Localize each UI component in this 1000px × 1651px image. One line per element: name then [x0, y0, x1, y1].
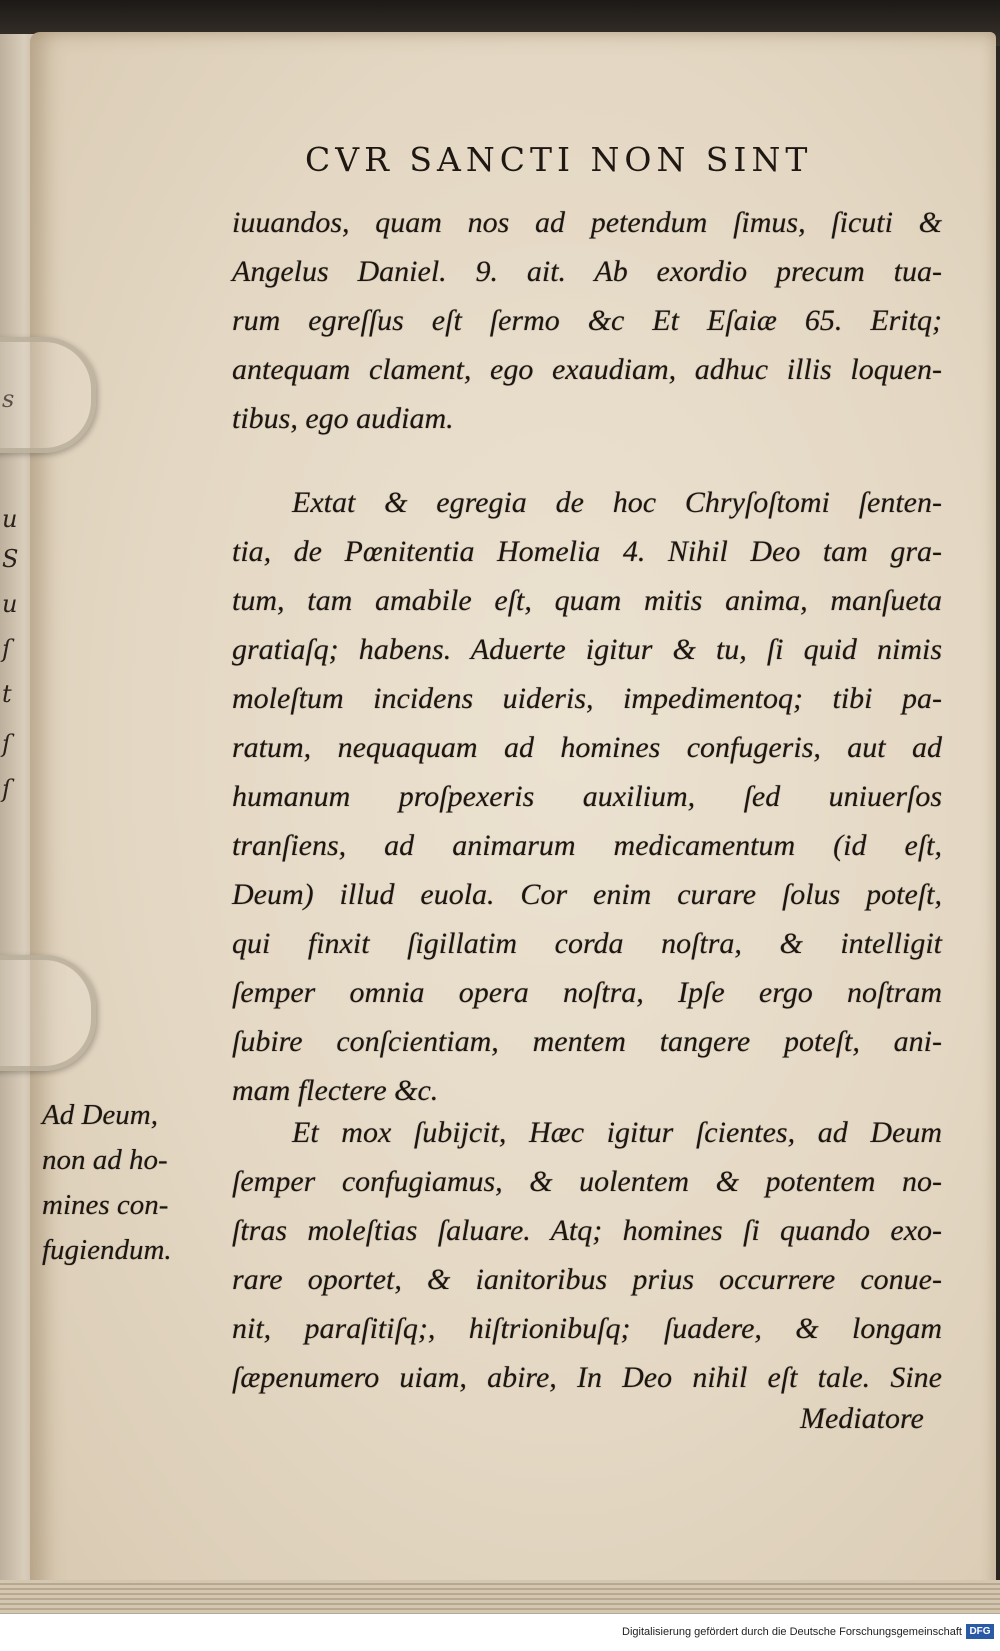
text-line: Extat & egregia de hoc Chryſoſtomi ſenten-: [292, 486, 942, 519]
text-line: ſubire conſcientiam, mentem tangere poteſt, ani-: [232, 1025, 942, 1058]
facing-page-fragment: ſ: [2, 775, 11, 803]
text-line: ſemper omnia opera noſtra, Ipſe ergo noſtram: [232, 976, 942, 1009]
text-line: antequam clament, ego exaudiam, adhuc illis loquen-: [232, 353, 942, 386]
text-line: ratum, nequaquam ad homines confugeris, aut ad: [232, 731, 942, 764]
text-line: moleſtum incidens uideris, impedimentoq; tibi pa-: [232, 682, 942, 715]
digitization-credit: Digitalisierung gefördert durch die Deutsche Forschungsgemeinschaft: [622, 1626, 962, 1638]
page-clip-upper: [0, 337, 96, 453]
text-line: ſtras moleſtias ſaluare. Atq; homines ſi quando exo-: [232, 1214, 942, 1247]
catchword: Mediatore: [800, 1402, 924, 1435]
margin-note-line: Ad Deum,: [42, 1099, 158, 1131]
facing-page-fragment: s: [2, 385, 15, 413]
running-head: CVR SANCTI NON SINT: [305, 140, 813, 179]
text-line: ſemper confugiamus, & uolentem & potentem no-: [232, 1165, 942, 1198]
text-line: tibus, ego audiam.: [232, 402, 454, 435]
text-line: mam flectere &c.: [232, 1074, 439, 1107]
margin-note-line: mines con-: [42, 1189, 169, 1221]
text-line: nit, paraſitiſq;, hiſtrionibuſq; ſuadere, & longam: [232, 1312, 942, 1345]
text-line: iuuandos, quam nos ad petendum ſimus, ſicuti &: [232, 206, 942, 239]
facing-page-fragment: ſ: [2, 730, 11, 758]
text-line: tum, tam amabile eſt, quam mitis anima, manſueta: [232, 584, 942, 617]
paragraph-1: [232, 198, 942, 443]
paragraph-2: [232, 478, 942, 1115]
text-line: tia, de Pœnitentia Homelia 4. Nihil Deo tam gra-: [232, 535, 942, 568]
text-line: tranſiens, ad animarum medicamentum (id eſt,: [232, 829, 942, 862]
page-clip-lower: [0, 955, 96, 1071]
facing-page-fragment: S: [2, 545, 19, 573]
margin-note-line: non ad ho-: [42, 1144, 168, 1176]
facing-page-fragment: ſ: [2, 635, 11, 663]
text-line: rum egreſſus eſt ſermo &c Et Eſaiæ 65. Eritq;: [232, 304, 942, 337]
text-line: qui finxit ſigillatim corda noſtra, & intelligit: [232, 927, 942, 960]
page-stack-edges: [0, 1580, 1000, 1614]
facing-page-fragment: u: [2, 590, 18, 618]
text-line: Et mox ſubijcit, Hæc igitur ſcientes, ad Deum: [292, 1116, 942, 1149]
margin-note-line: fugiendum.: [42, 1234, 172, 1266]
facing-page-fragment: u: [2, 505, 18, 533]
facing-page-fragment: t: [2, 680, 12, 708]
text-line: rare oportet, & ianitoribus prius occurrere conue-: [232, 1263, 942, 1296]
paragraph-3: [232, 1108, 942, 1402]
text-line: Angelus Daniel. 9. ait. Ab exordio precum tua-: [232, 255, 942, 288]
text-line: humanum proſpexeris auxilium, ſed uniuerſos: [232, 780, 942, 813]
dfg-logo: DFG: [966, 1624, 994, 1639]
margin-note: [42, 1093, 212, 1273]
text-line: gratiaſq; habens. Aduerte igitur & tu, ſi quid nimis: [232, 633, 942, 666]
text-line: ſæpenumero uiam, abire, In Deo nihil eſt tale. Sine: [232, 1361, 942, 1394]
text-line: Deum) illud euola. Cor enim curare ſolus poteſt,: [232, 878, 942, 911]
